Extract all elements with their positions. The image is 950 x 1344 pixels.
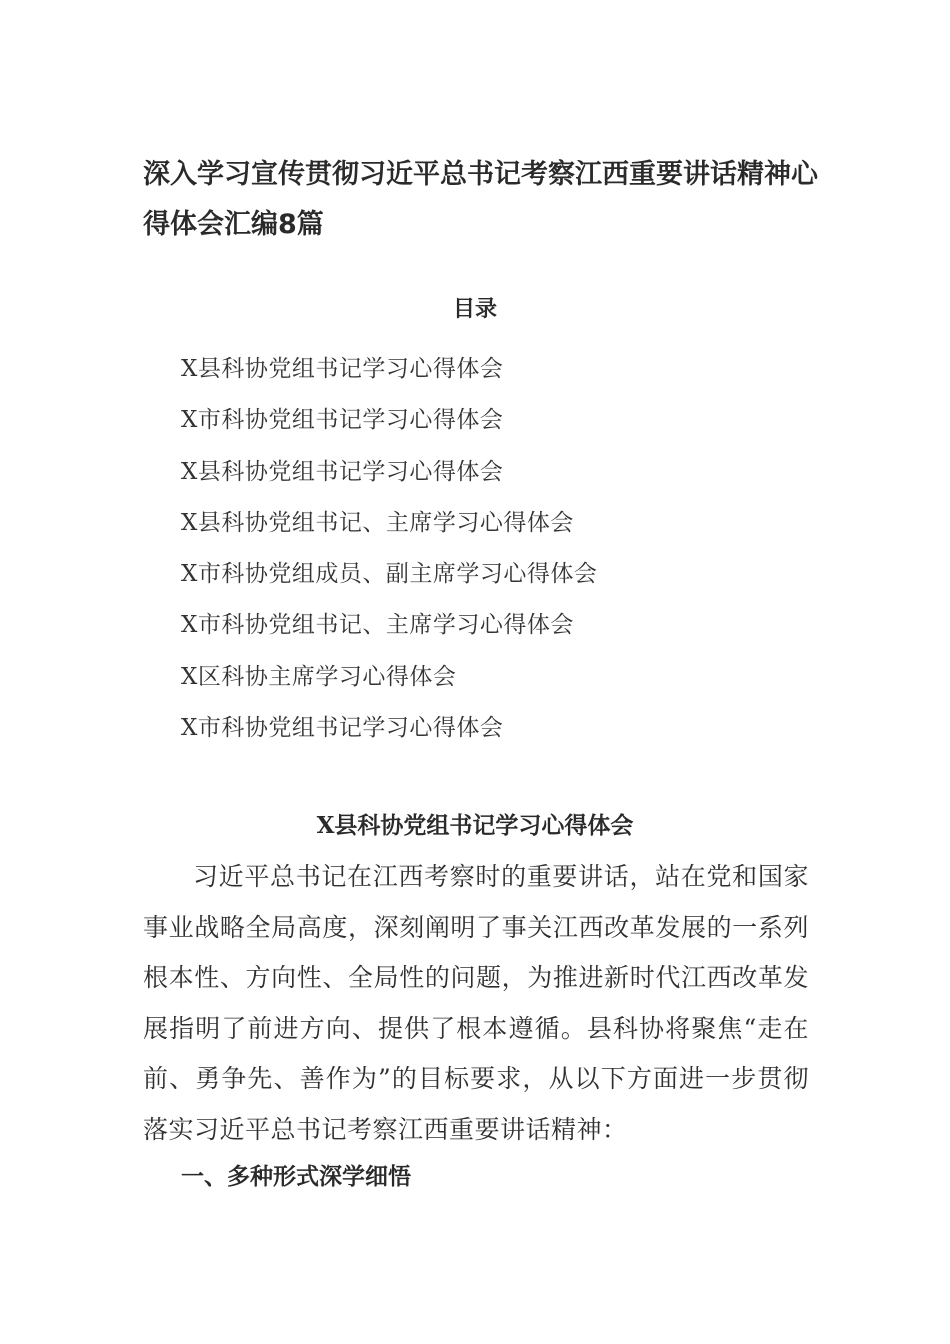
toc-item: X市科协党组书记学习心得体会 bbox=[181, 407, 504, 434]
section-title: X县科协党组书记学习心得体会 bbox=[316, 812, 634, 839]
table-of-contents bbox=[181, 344, 597, 754]
toc-item: X县科协党组书记、主席学习心得体会 bbox=[181, 509, 574, 536]
body-paragraph: 习近平总书记在江西考察时的重要讲话，站在党和国家事业战略全局高度，深刻阐明了事关江西改革发展的一系列根本性、方向性、全局性的问题，为推进新时代江西改革发展指明了前进方向、提供了根本遵循。县科协将聚焦“走在前、勇争先、善作为”的目标要求，从以下方面进一步贯彻落实习近平总书记考察江西重要讲话精神： bbox=[143, 862, 809, 1144]
section-subheading: 一、多种形式深学细悟 bbox=[181, 1164, 411, 1190]
toc-item: X区科协主席学习心得体会 bbox=[181, 663, 457, 690]
toc-heading: 目录 bbox=[452, 297, 497, 322]
toc-item: X县科协党组书记学习心得体会 bbox=[181, 356, 504, 382]
toc-item: X市科协党组书记学习心得体会 bbox=[181, 715, 504, 742]
toc-item: X县科协党组书记学习心得体会 bbox=[181, 458, 504, 485]
document-title: 深入学习宣传贯彻习近平总书记考察江西重要讲话精神心得体会汇编8篇 bbox=[143, 159, 818, 240]
toc-item: X市科协党组成员、副主席学习心得体会 bbox=[181, 561, 598, 588]
toc-item: X市科协党组书记、主席学习心得体会 bbox=[181, 612, 574, 639]
